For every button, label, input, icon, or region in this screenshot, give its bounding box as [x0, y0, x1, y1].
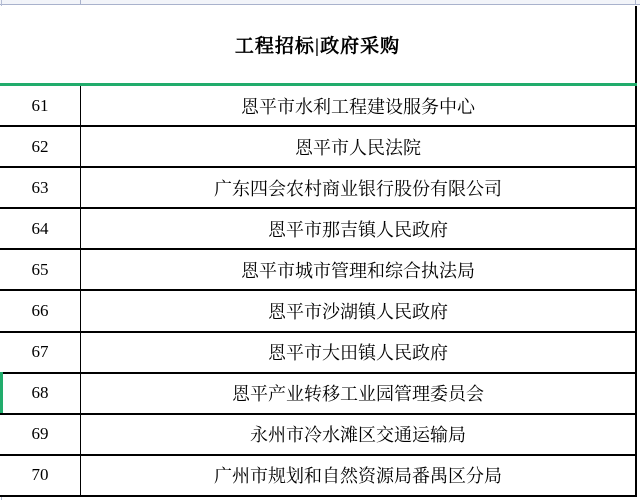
row-number-cell[interactable]: 66: [0, 291, 81, 330]
row-number-cell[interactable]: 64: [0, 209, 81, 248]
row-number-cell[interactable]: 68: [0, 374, 81, 413]
org-name-cell[interactable]: 永州市冷水滩区交通运输局: [250, 425, 466, 446]
partial-previous-row: [0, 0, 640, 5]
table-row: [0, 333, 635, 374]
row-number-cell[interactable]: 65: [0, 250, 81, 289]
table-header-cell[interactable]: [0, 6, 635, 83]
table-row: [0, 374, 635, 415]
table-row: [0, 415, 635, 456]
table-body: [0, 86, 635, 497]
org-name-cell[interactable]: 恩平市沙湖镇人民政府: [268, 302, 448, 323]
table-row: [0, 209, 635, 250]
table-row: [0, 86, 635, 127]
row-number-cell[interactable]: 70: [0, 456, 81, 495]
row-number-cell[interactable]: 67: [0, 333, 81, 372]
gridline-tick: [635, 0, 636, 5]
table-row: [0, 456, 635, 497]
org-name-cell[interactable]: 恩平市人民法院: [295, 137, 421, 158]
org-name-cell[interactable]: 恩平市那吉镇人民政府: [268, 219, 448, 240]
procurement-table: [0, 6, 637, 497]
org-name-cell[interactable]: 恩平市水利工程建设服务中心: [241, 96, 475, 117]
org-name-cell[interactable]: 恩平市城市管理和综合执法局: [241, 260, 475, 281]
org-name-cell[interactable]: 广东四会农村商业银行股份有限公司: [214, 178, 502, 199]
table-row: [0, 250, 635, 291]
org-name-cell[interactable]: 恩平产业转移工业园管理委员会: [232, 384, 484, 405]
row-number-cell[interactable]: 69: [0, 415, 81, 454]
gridline-tick: [80, 0, 81, 5]
row-number-cell[interactable]: 63: [0, 168, 81, 207]
table-title: 工程招标|政府采购: [234, 36, 401, 57]
table-row: [0, 127, 635, 168]
row-number-cell[interactable]: 61: [0, 86, 81, 125]
table-row: [0, 168, 635, 209]
org-name-cell[interactable]: 恩平市大田镇人民政府: [268, 343, 448, 364]
org-name-cell[interactable]: 广州市规划和自然资源局番禺区分局: [214, 466, 502, 487]
table-row: [0, 291, 635, 332]
row-number-cell[interactable]: 62: [0, 127, 81, 166]
